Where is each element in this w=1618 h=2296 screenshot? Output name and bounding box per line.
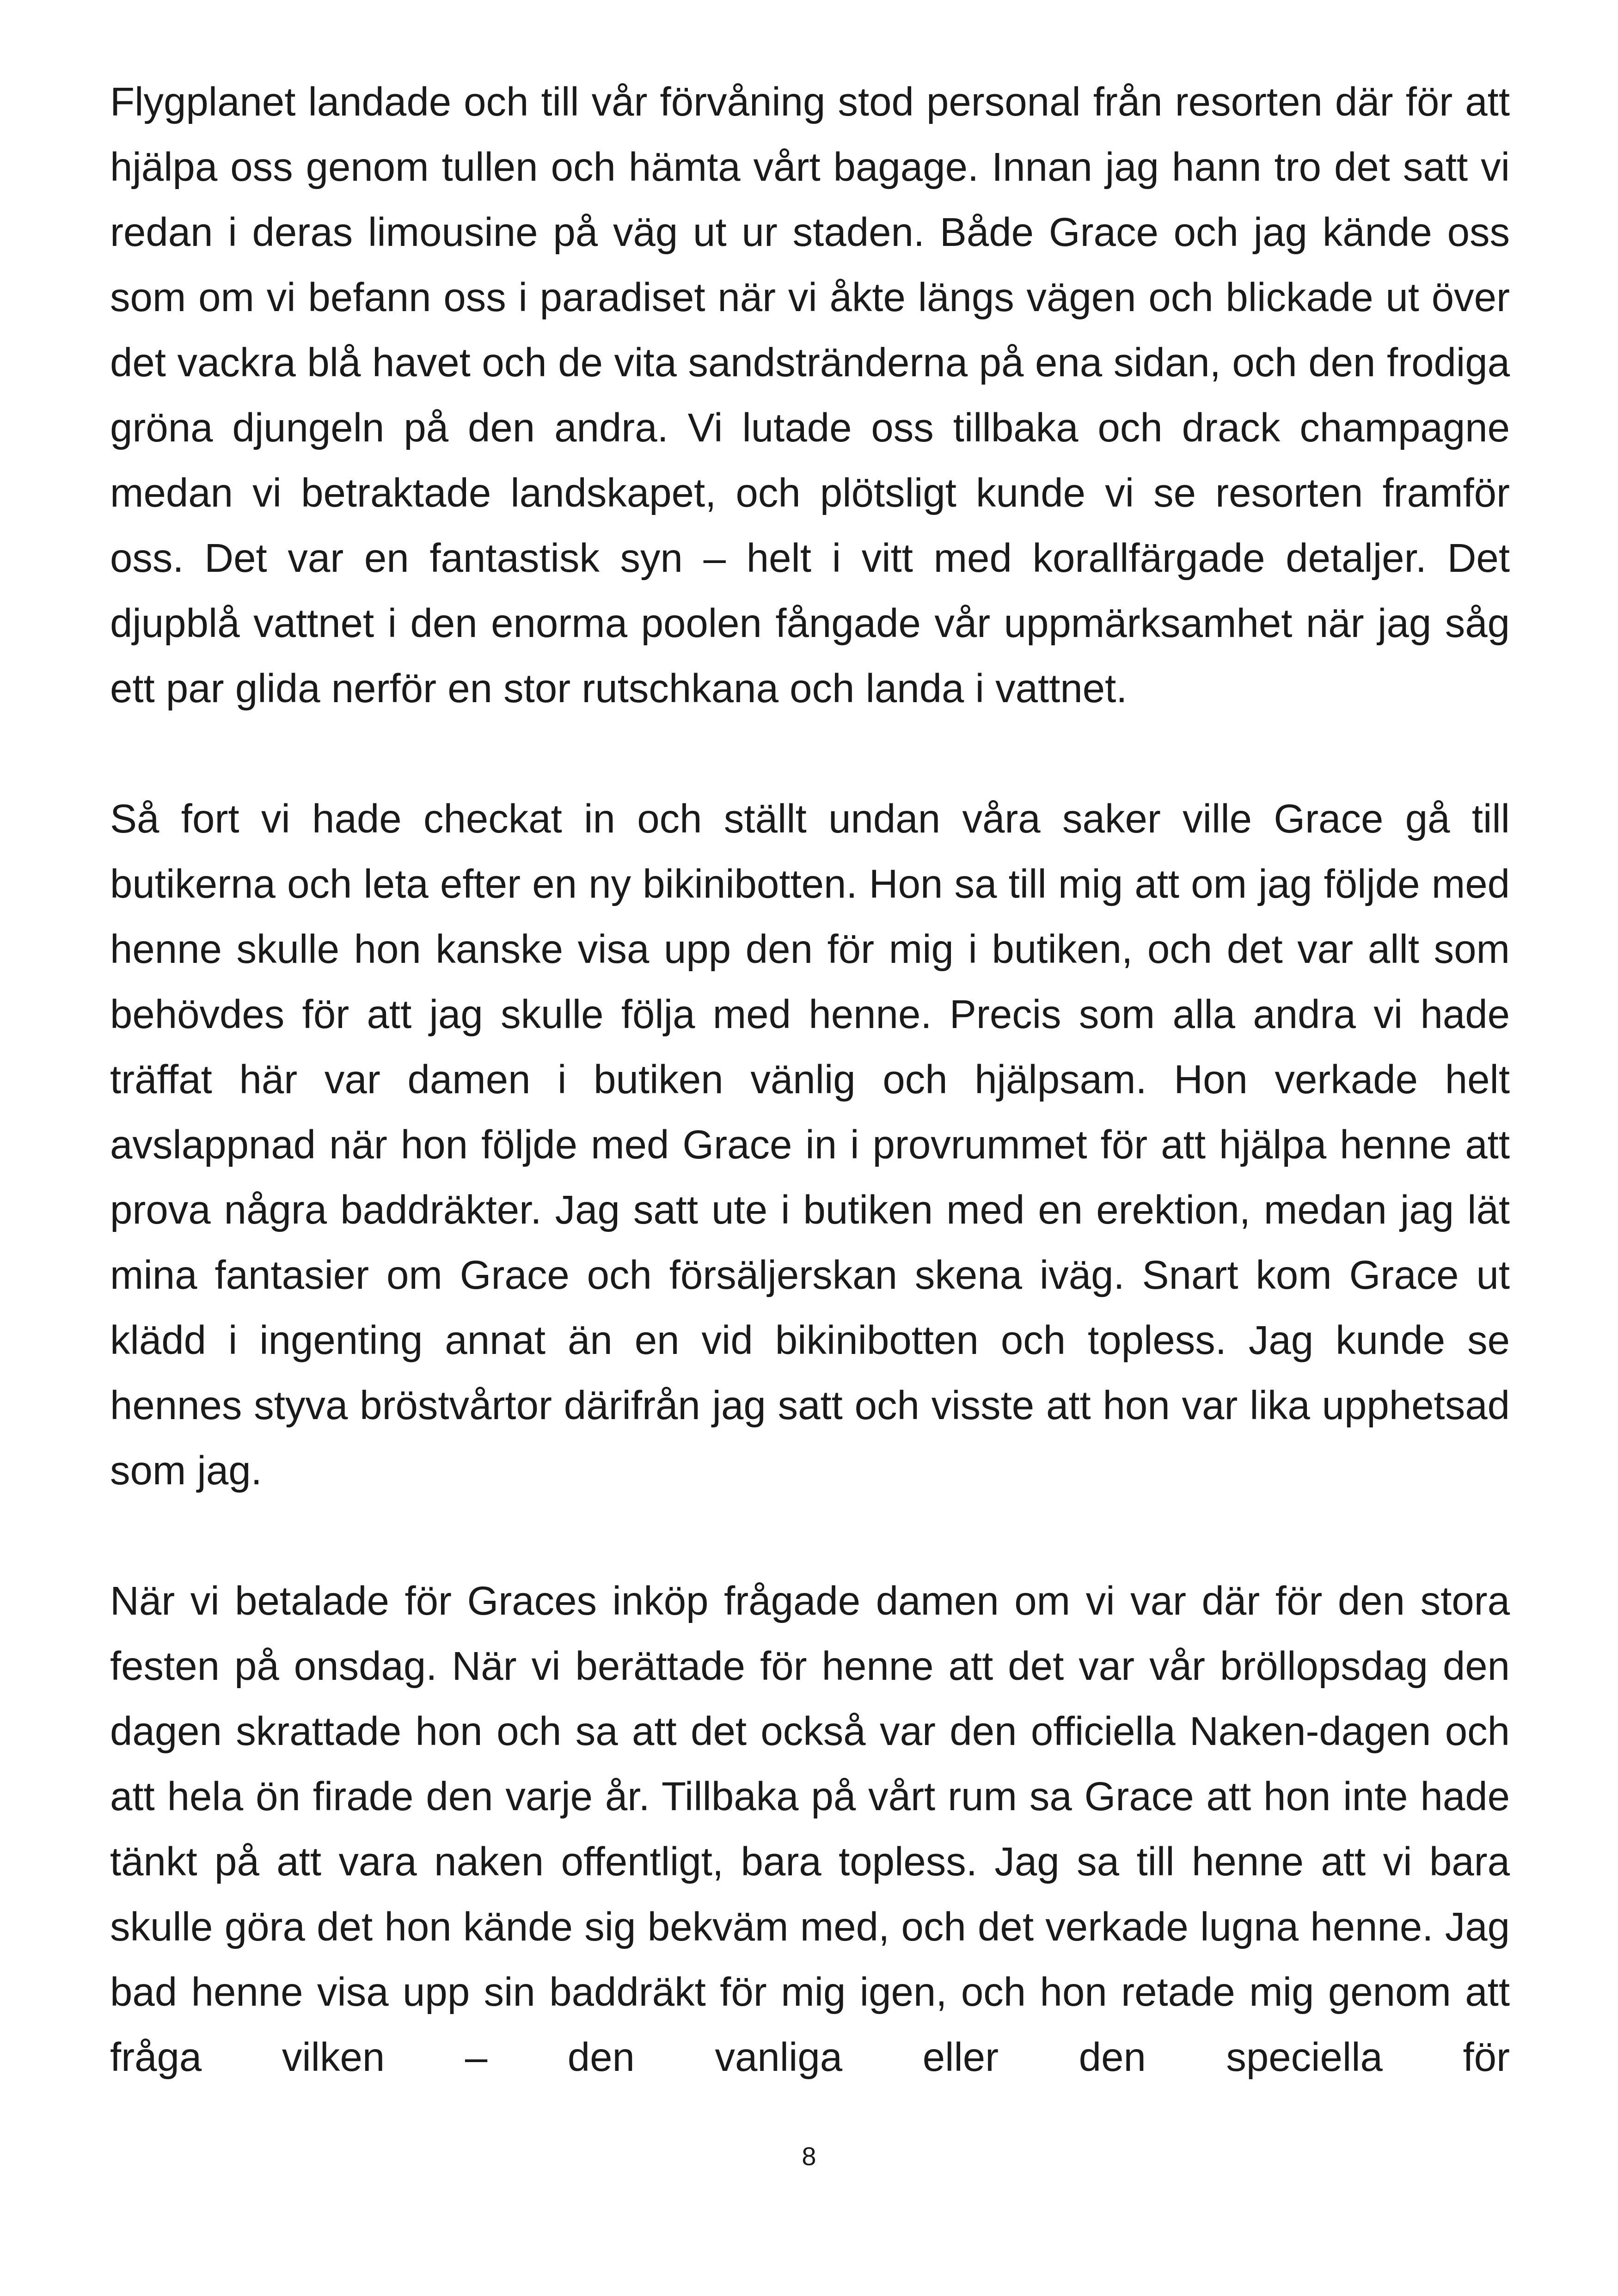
- paragraph: När vi betalade för Graces inköp frågade damen om vi var där för den stora festen på onsdag. När vi berättade för henne att det var vår bröllopsdag den dagen skrattade hon och sa att det också var den officiella Naken-dagen och att hela ön firade den varje år. Tillbaka på vårt rum sa Grace att hon inte hade tänkt på att vara naken offentligt, bara topless. Jag sa till henne att vi bara skulle göra det hon kände sig bekväm med, och det verkade lugna henne. Jag bad henne visa upp sin baddräkt för mig igen, och hon retade mig genom att fråga vilken – den vanliga eller den speciella för: [110, 1579, 1510, 2080]
- paragraph: Så fort vi hade checkat in och ställt undan våra saker ville Grace gå till butikerna och leta efter en ny bikinibotten. Hon sa till mig att om jag följde med henne skulle hon kanske visa upp den för mig i butiken, och det var allt som behövdes för att jag skulle följa med henne. Precis som alla andra vi hade träffat här var damen i butiken vänlig och hjälpsam. Hon verkade helt avslappnad när hon följde med Grace in i provrummet för att hjälpa henne att prova några baddräkter. Jag satt ute i butiken med en erektion, medan jag lät mina fantasier om Grace och försäljerskan skena iväg. Snart kom Grace ut klädd i ingenting annat än en vid bikinibotten och topless. Jag kunde se hennes styva bröstvårtor därifrån jag satt och visste att hon var lika upphetsad som jag.: [110, 796, 1510, 1493]
- page-number: 8: [802, 2142, 816, 2171]
- paragraph: Flygplanet landade och till vår förvåning stod personal från resorten där för att hjälpa oss genom tullen och hämta vårt bagage. Innan jag hann tro det satt vi redan i deras limousine på väg ut ur staden. Både Grace och jag kände oss som om vi befann oss i paradiset när vi åkte längs vägen och blickade ut över det vackra blå havet och de vita sandstränderna på ena sidan, och den frodiga gröna djungeln på den andra. Vi lutade oss tillbaka och drack champagne medan vi betraktade landskapet, och plötsligt kunde vi se resorten framför oss. Det var en fantastisk syn – helt i vitt med korallfärgade detaljer. Det djupblå vattnet i den enorma poolen fångade vår uppmärksamhet när jag såg ett par glida nerför en stor rutschkana och landa i vattnet.: [110, 80, 1510, 711]
- body-text: [110, 69, 1510, 2090]
